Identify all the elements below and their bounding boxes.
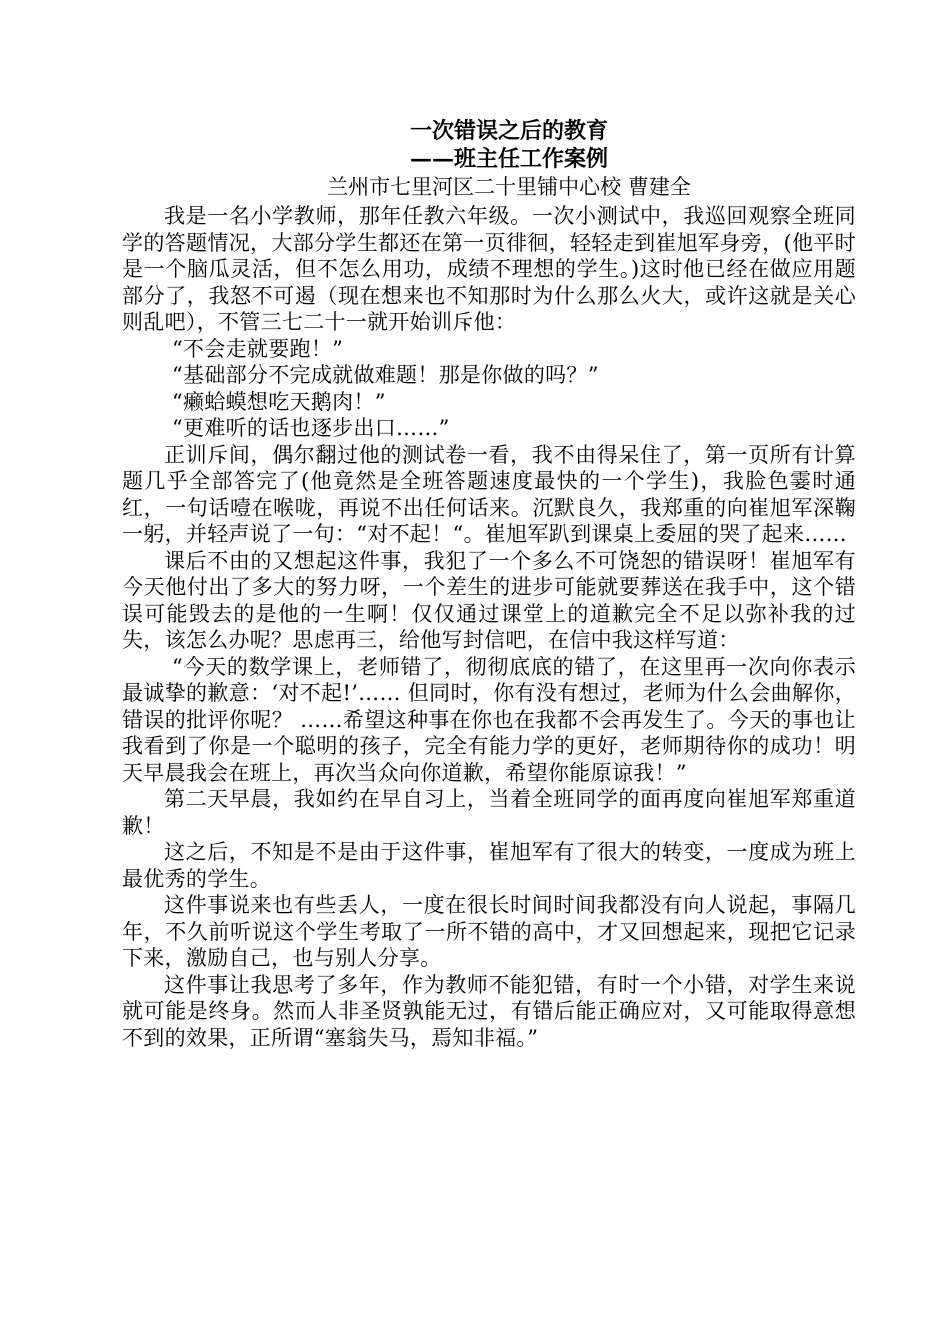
- paragraph-apology: 第二天早晨，我如约在早自习上，当着全班同学的面再度向崔旭军郑重道歉！: [122, 787, 856, 838]
- paragraph-change: 这之后，不知是不是由于这件事，崔旭军有了很大的转变，一度成为班上最优秀的学生。: [122, 840, 856, 891]
- paragraph-discovery: 正训斥间，偶尔翻过他的测试卷一看，我不由得呆住了，第一页所有计算题几乎全部答完了(他竟然是全班答题速度最快的一个学生)，我脸色霎时通红，一句话噎在喉咙，再说不出任何话来。沉默良久，我郑重的向崔旭军深鞠一躬，并轻声说了一句：“对不起！“。崔旭军趴到课桌上委屈的哭了起来……: [122, 442, 856, 546]
- document-page: [122, 117, 856, 1051]
- document-subtitle: ——班主任工作案例: [409, 146, 608, 172]
- quote-line: “更难听的话也逐步出口……”: [172, 416, 450, 440]
- document-author: 兰州市七里河区二十里铺中心校 曹建全: [327, 175, 691, 199]
- quote-line: “不会走就要跑！”: [172, 336, 344, 361]
- quote-line: “癞蛤蟆想吃天鹅肉！”: [172, 389, 386, 414]
- paragraph-conclusion: 这件事让我思考了多年，作为教师不能犯错，有时一个小错，对学生来说就可能是终身。然而人非圣贤孰能无过，有错后能正确应对，又可能取得意想不到的效果，正所谓“塞翁失马，焉知非福。”: [122, 972, 856, 1050]
- paragraph-letter: “今天的数学课上，老师错了，彻彻底底的错了，在这里再一次向你表示最诚挚的歉意：‘对不起!’…… 但同时，你有没有想过，老师为什么会曲解你，错误的批评你呢？ ……希望这种事在你也在我都不会再发生了。今天的事也让我看到了你是一个聪明的孩子，完全有能力学的更好，老师期待你的成功！明天早晨我会在班上，再次当众向你道歉，希望你能原谅我！”: [122, 654, 856, 785]
- paragraph-reflection: 课后不由的又想起这件事，我犯了一个多么不可饶恕的错误呀！崔旭军有今天他付出了多大的努力呀，一个差生的进步可能就要葬送在我手中，这个错误可能毁去的是他的一生啊！仅仅通过课堂上的道歉完全不足以弥补我的过失，该怎么办呢？思虑再三，给他写封信吧，在信中我这样写道：: [122, 548, 856, 652]
- quote-line: “基础部分不完成就做难题！那是你做的吗？”: [172, 363, 599, 387]
- document-title: 一次错误之后的教育: [409, 118, 608, 144]
- paragraph-intro: 我是一名小学教师，那年任教六年级。一次小测试中，我巡回观察全班同学的答题情况，大部分学生都还在第一页徘徊，轻轻走到崔旭军身旁，(他平时是一个脑瓜灵活，但不怎么用功，成绩不理想的学生。)这时他已经在做应用题部分了，我怒不可遏（现在想来也不知那时为什么那么火大，或许这就是关心则乱吧），不管三七二十一就开始训斥他：: [122, 204, 856, 334]
- paragraph-recall: 这件事说来也有些丢人，一度在很长时间时间我都没有向人说起，事隔几年，不久前听说这个学生考取了一所不错的高中，才又回想起来，现把它记录下来，激励自己，也与别人分享。: [122, 893, 856, 970]
